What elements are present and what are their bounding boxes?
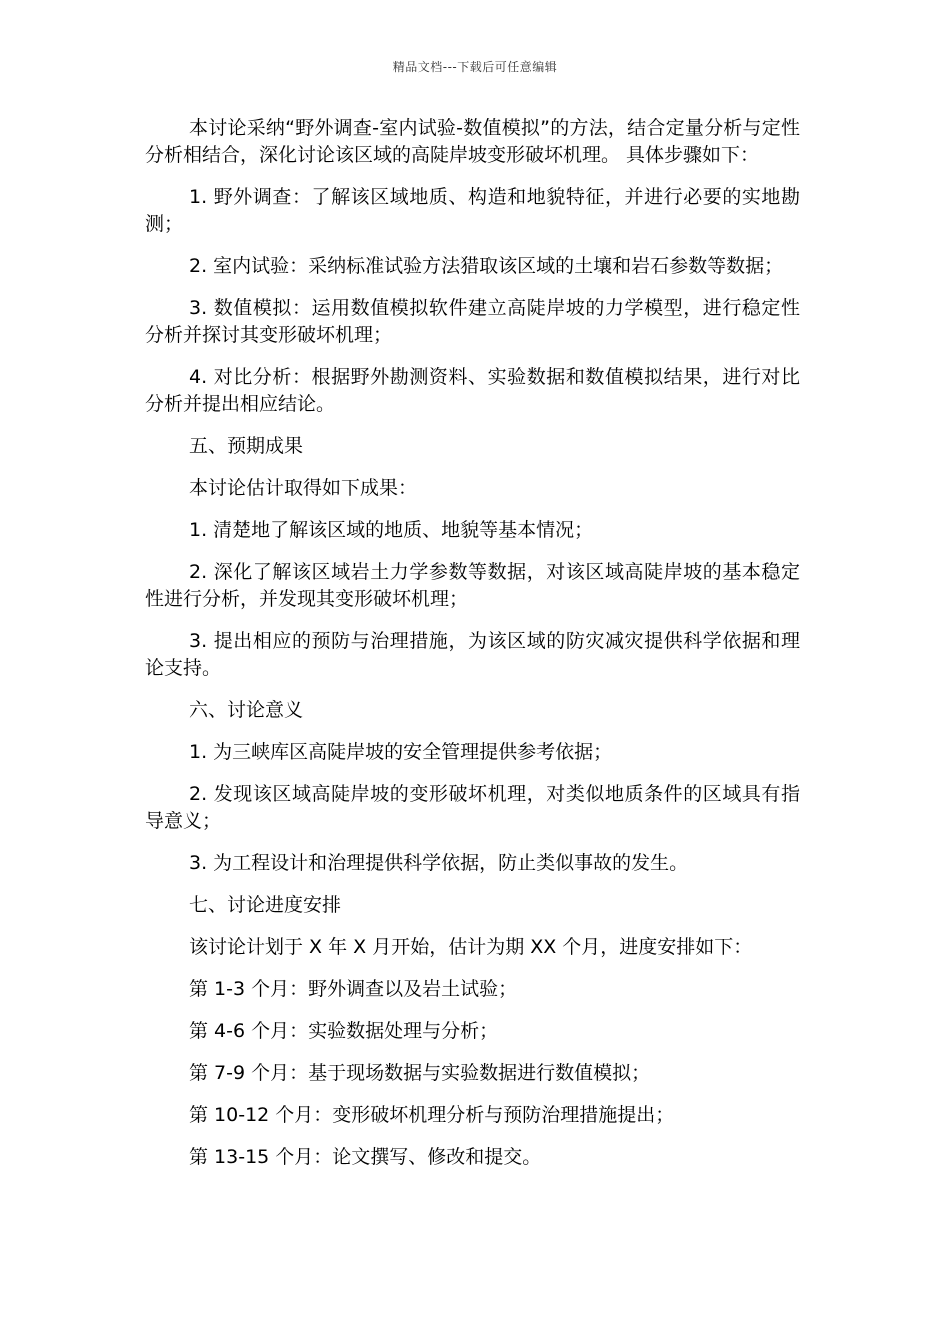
paragraph-expected-1: 1. 清楚地了解该区域的地质、地貌等基本情况； [189, 519, 594, 541]
paragraph-significance-2: 2. 发现该区域高陡岸坡的变形破坏机理，对类似地质条件的区域具有指导意义； [145, 783, 800, 832]
paragraph-method-intro: 本讨论采纳“野外调查-室内试验-数值模拟”的方法，结合定量分析与定性分析相结合，深化讨论该区域的高陡岸坡变形破坏机理。 具体步骤如下： [145, 117, 800, 166]
section-heading-significance: 六、讨论意义 [189, 699, 304, 721]
paragraph-expected-2: 2. 深化了解该区域岩土力学参数等数据，对该区域高陡岸坡的基本稳定性进行分析，并发现其变形破坏机理； [145, 561, 800, 610]
paragraph-significance-1: 1. 为三峡库区高陡岸坡的安全管理提供参考依据； [189, 741, 613, 763]
paragraph-significance-3: 3. 为工程设计和治理提供科学依据，防止类似事故的发生。 [189, 852, 689, 874]
paragraph-schedule-4: 第 10-12 个月：变形破坏机理分析与预防治理措施提出； [189, 1104, 675, 1126]
document-body [145, 115, 800, 1186]
paragraph-step-lab-test: 2. 室内试验：采纳标准试验方法猎取该区域的土壤和岩石参数等数据； [189, 255, 784, 277]
paragraph-step-field-survey: 1. 野外调查：了解该区域地质、构造和地貌特征，并进行必要的实地勘测； [145, 186, 800, 235]
paragraph-schedule-intro: 该讨论计划于 X 年 X 月开始，估计为期 XX 个月，进度安排如下： [189, 936, 753, 958]
paragraph-schedule-5: 第 13-15 个月：论文撰写、修改和提交。 [189, 1146, 542, 1168]
paragraph-expected-3: 3. 提出相应的预防与治理措施，为该区域的防灾减灾提供科学依据和理论支持。 [145, 630, 800, 679]
section-heading-expected-results: 五、预期成果 [189, 435, 304, 457]
page-header: 精品文档---下载后可任意编辑 [392, 60, 558, 74]
paragraph-schedule-2: 第 4-6 个月：实验数据处理与分析； [189, 1020, 499, 1042]
paragraph-expected-intro: 本讨论估计取得如下成果： [189, 477, 418, 499]
paragraph-step-numerical-sim: 3. 数值模拟：运用数值模拟软件建立高陡岸坡的力学模型，进行稳定性分析并探讨其变形破坏机理； [145, 297, 800, 346]
paragraph-step-comparison: 4. 对比分析：根据野外勘测资料、实验数据和数值模拟结果，进行对比分析并提出相应结论。 [145, 366, 800, 415]
paragraph-schedule-1: 第 1-3 个月：野外调查以及岩土试验； [189, 978, 518, 1000]
paragraph-schedule-3: 第 7-9 个月：基于现场数据与实验数据进行数值模拟； [189, 1062, 651, 1084]
section-heading-schedule: 七、讨论进度安排 [189, 894, 342, 916]
